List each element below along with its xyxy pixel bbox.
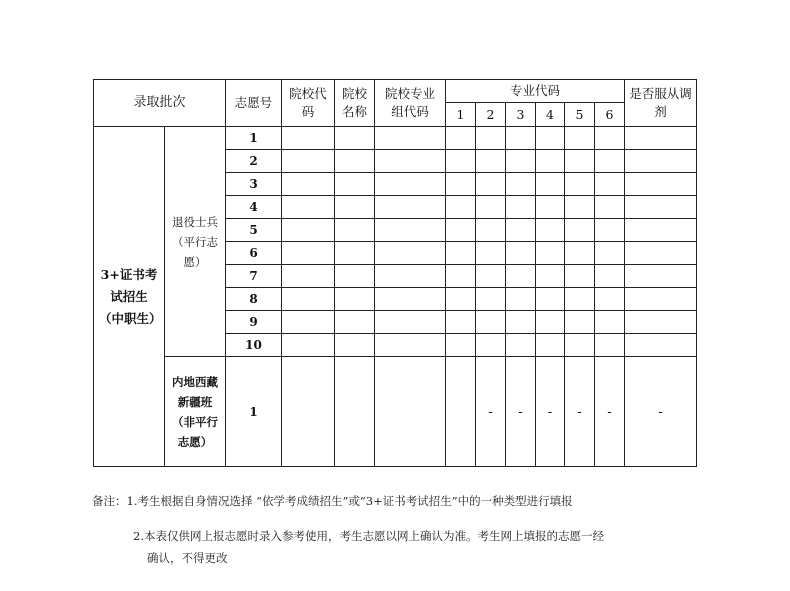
- major-code-cell[interactable]: [476, 127, 506, 150]
- choice-number: 1: [226, 127, 282, 150]
- choice-number: 2: [226, 150, 282, 173]
- major-code-cell[interactable]: [446, 196, 476, 219]
- major-code-cell[interactable]: [446, 173, 476, 196]
- major-code-dash: -: [565, 357, 595, 467]
- choice-number: 6: [226, 242, 282, 265]
- major-col-label: 4: [536, 103, 565, 127]
- major-code-cell[interactable]: [595, 127, 625, 150]
- school-code-cell[interactable]: [282, 196, 335, 219]
- major-code-cell[interactable]: [476, 265, 506, 288]
- header-major-code: 专业代码: [446, 80, 625, 103]
- major-code-cell[interactable]: [506, 265, 536, 288]
- school-name-cell[interactable]: [335, 127, 375, 150]
- major-code-cell[interactable]: [536, 150, 565, 173]
- major-code-dash: -: [536, 357, 565, 467]
- header-school-name: 院校名称: [335, 80, 375, 127]
- group-xizang-xinjiang-label: 内地西藏新疆班（非平行志愿）: [165, 357, 226, 467]
- major-code-cell[interactable]: [476, 311, 506, 334]
- major-code-cell[interactable]: [506, 288, 536, 311]
- school-code-cell[interactable]: [282, 334, 335, 357]
- major-group-code-cell[interactable]: [375, 173, 446, 196]
- school-code-cell[interactable]: [282, 265, 335, 288]
- choice-number: 3: [226, 173, 282, 196]
- major-code-cell[interactable]: [565, 150, 595, 173]
- choice-number: 8: [226, 288, 282, 311]
- obey-adjust-dash: -: [625, 357, 697, 467]
- note-line-1: 备注：1.考生根据自身情况选择 “依学考成绩招生”或“3+证书考试招生”中的一种类型进行填报: [92, 494, 573, 508]
- major-group-code-cell[interactable]: [375, 127, 446, 150]
- major-code-cell[interactable]: [446, 242, 476, 265]
- major-code-cell[interactable]: [536, 127, 565, 150]
- major-code-cell[interactable]: [476, 288, 506, 311]
- major-code-cell[interactable]: [446, 288, 476, 311]
- volunteer-form-table: [93, 79, 697, 467]
- school-code-cell[interactable]: [282, 242, 335, 265]
- school-name-cell[interactable]: [335, 196, 375, 219]
- major-code-cell[interactable]: [595, 334, 625, 357]
- major-code-cell[interactable]: [565, 334, 595, 357]
- major-code-cell[interactable]: [536, 265, 565, 288]
- obey-adjust-cell[interactable]: [625, 334, 697, 357]
- school-name-cell[interactable]: [335, 288, 375, 311]
- major-group-code-cell[interactable]: [375, 150, 446, 173]
- major-code-cell[interactable]: [506, 219, 536, 242]
- major-code-cell[interactable]: [565, 219, 595, 242]
- major-col-label: 2: [476, 103, 506, 127]
- header-choice-no: 志愿号: [226, 80, 282, 127]
- choice-number: 7: [226, 265, 282, 288]
- major-code-cell[interactable]: [476, 150, 506, 173]
- major-code-cell[interactable]: [476, 196, 506, 219]
- major-group-code-cell[interactable]: [375, 334, 446, 357]
- major-code-cell[interactable]: [565, 127, 595, 150]
- major-code-cell[interactable]: [565, 242, 595, 265]
- major-group-code-cell[interactable]: [375, 265, 446, 288]
- choice-number: 1: [226, 357, 282, 467]
- school-code-cell[interactable]: [282, 127, 335, 150]
- school-name-cell[interactable]: [335, 173, 375, 196]
- major-code-cell[interactable]: [506, 173, 536, 196]
- major-code-cell[interactable]: [595, 173, 625, 196]
- header-batch: 录取批次: [94, 80, 226, 127]
- major-code-cell[interactable]: [536, 242, 565, 265]
- major-code-cell[interactable]: [595, 219, 625, 242]
- major-code-cell[interactable]: [506, 127, 536, 150]
- major-code-cell[interactable]: [476, 334, 506, 357]
- major-code-cell[interactable]: [476, 173, 506, 196]
- obey-adjust-cell[interactable]: [625, 265, 697, 288]
- major-code-cell[interactable]: [446, 265, 476, 288]
- major-code-cell[interactable]: [446, 334, 476, 357]
- batch-name: 3+证书考试招生（中职生）: [94, 127, 165, 467]
- major-code-cell[interactable]: [565, 196, 595, 219]
- school-name-cell[interactable]: [335, 150, 375, 173]
- major-code-cell[interactable]: [565, 288, 595, 311]
- obey-adjust-cell[interactable]: [625, 242, 697, 265]
- major-code-cell[interactable]: [536, 334, 565, 357]
- major-code-cell[interactable]: [536, 311, 565, 334]
- major-code-cell[interactable]: [536, 196, 565, 219]
- school-code-cell[interactable]: [282, 173, 335, 196]
- major-col-label: 5: [565, 103, 595, 127]
- major-code-cell[interactable]: [536, 219, 565, 242]
- note-line-3: 确认，不得更改: [147, 551, 228, 565]
- school-code-cell[interactable]: [282, 150, 335, 173]
- major-code-cell[interactable]: [506, 334, 536, 357]
- school-name-cell[interactable]: [335, 219, 375, 242]
- obey-adjust-cell[interactable]: [625, 150, 697, 173]
- header-obey-adjust: 是否服从调剂: [625, 80, 697, 127]
- major-code-cell[interactable]: [595, 311, 625, 334]
- major-code-cell[interactable]: [595, 288, 625, 311]
- group-veterans-label: 退役士兵（平行志愿）: [165, 127, 226, 357]
- major-group-code-cell[interactable]: [375, 242, 446, 265]
- school-name-cell[interactable]: [335, 311, 375, 334]
- major-code-cell[interactable]: [506, 311, 536, 334]
- school-name-cell[interactable]: [335, 334, 375, 357]
- major-group-code-cell[interactable]: [375, 196, 446, 219]
- obey-adjust-cell[interactable]: [625, 311, 697, 334]
- school-name-cell[interactable]: [335, 265, 375, 288]
- school-name-cell[interactable]: [335, 357, 375, 467]
- choice-number: 4: [226, 196, 282, 219]
- major-code-cell[interactable]: [595, 196, 625, 219]
- major-group-code-cell[interactable]: [375, 288, 446, 311]
- choice-number: 9: [226, 311, 282, 334]
- major-code-dash: -: [476, 357, 506, 467]
- major-code-cell[interactable]: [446, 150, 476, 173]
- school-code-cell[interactable]: [282, 288, 335, 311]
- school-code-cell[interactable]: [282, 219, 335, 242]
- major-col-label: 6: [595, 103, 625, 127]
- major-code-cell[interactable]: [446, 219, 476, 242]
- choice-number: 5: [226, 219, 282, 242]
- major-code-cell[interactable]: [506, 196, 536, 219]
- obey-adjust-cell[interactable]: [625, 196, 697, 219]
- major-code-dash: -: [595, 357, 625, 467]
- major-group-code-cell[interactable]: [375, 357, 446, 467]
- major-code-cell[interactable]: [446, 357, 476, 467]
- major-code-cell[interactable]: [446, 311, 476, 334]
- school-code-cell[interactable]: [282, 357, 335, 467]
- major-code-cell[interactable]: [595, 150, 625, 173]
- major-code-cell[interactable]: [536, 288, 565, 311]
- obey-adjust-cell[interactable]: [625, 219, 697, 242]
- major-code-cell[interactable]: [595, 265, 625, 288]
- obey-adjust-cell[interactable]: [625, 288, 697, 311]
- major-group-code-cell[interactable]: [375, 311, 446, 334]
- major-code-cell[interactable]: [476, 219, 506, 242]
- major-code-dash: -: [506, 357, 536, 467]
- major-code-cell[interactable]: [565, 311, 595, 334]
- major-code-cell[interactable]: [446, 127, 476, 150]
- school-code-cell[interactable]: [282, 311, 335, 334]
- major-col-label: 3: [506, 103, 536, 127]
- major-code-cell[interactable]: [506, 150, 536, 173]
- obey-adjust-cell[interactable]: [625, 127, 697, 150]
- major-code-cell[interactable]: [476, 242, 506, 265]
- major-code-cell[interactable]: [595, 242, 625, 265]
- note-line-2: 2.本表仅供网上报志愿时录入参考使用，考生志愿以网上确认为准。考生网上填报的志愿一经: [133, 529, 604, 543]
- major-code-cell[interactable]: [565, 265, 595, 288]
- major-code-cell[interactable]: [536, 173, 565, 196]
- header-school-code: 院校代码: [282, 80, 335, 127]
- school-name-cell[interactable]: [335, 242, 375, 265]
- major-col-label: 1: [446, 103, 476, 127]
- major-code-cell[interactable]: [565, 173, 595, 196]
- obey-adjust-cell[interactable]: [625, 173, 697, 196]
- choice-number: 10: [226, 334, 282, 357]
- header-major-group-code: 院校专业组代码: [375, 80, 446, 127]
- major-group-code-cell[interactable]: [375, 219, 446, 242]
- major-code-cell[interactable]: [506, 242, 536, 265]
